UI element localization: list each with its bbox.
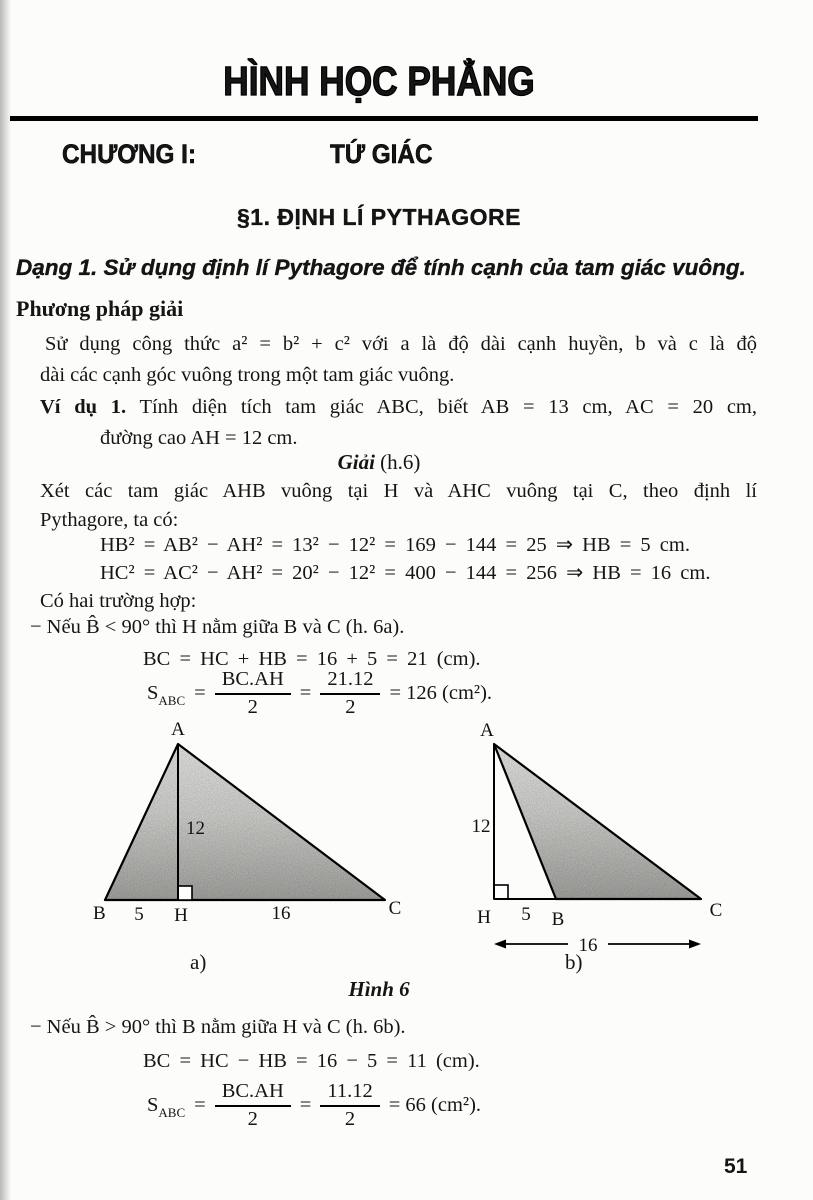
fraction-values <box>320 1080 379 1131</box>
example-text: Tính diện tích tam giác ABC, biết AB = 13 cm, AC = 20 cm, <box>139 396 757 418</box>
fraction-denominator: 2 <box>247 695 258 718</box>
page-number: 51 <box>724 1155 748 1178</box>
solution-heading-word: Giải <box>337 450 375 474</box>
fraction-denominator: 2 <box>345 695 356 718</box>
fraction-bar <box>215 1105 291 1107</box>
example-line1 <box>40 393 757 421</box>
vertex-label-a: A <box>480 722 494 741</box>
case-a-condition: − Nếu B̂ < 90° thì H nằm giữa B và C (h. 6a). <box>30 616 405 638</box>
example-label: Ví dụ 1. <box>40 396 127 418</box>
right-angle-mark <box>494 885 508 899</box>
arrowhead-right <box>689 940 701 949</box>
solution-heading-ref: (h.6) <box>380 450 421 474</box>
fraction-numerator: BC.AH <box>221 668 284 690</box>
method-paragraph-line1: Sử dụng công thức a² = b² + c² với a là độ dài cạnh huyền, b và c là độ <box>45 333 757 355</box>
equals-sign: = <box>299 682 312 705</box>
case-b-condition: − Nếu B̂ > 90° thì B nằm giữa H và C (h. 6b). <box>30 1016 406 1038</box>
s-subscript: ABC <box>158 1105 186 1121</box>
s-letter: S <box>147 1094 159 1117</box>
s-letter: S <box>147 682 159 705</box>
right-angle-mark <box>178 886 192 900</box>
area-result: = 66 (cm²). <box>388 1094 482 1117</box>
fraction-numerator: BC.AH <box>221 1080 284 1102</box>
equals-sign: = <box>194 1094 206 1117</box>
solution-paragraph-line1: Xét các tam giác AHB vuông tại H và AHC vuông tại C, theo định lí <box>40 480 757 502</box>
cases-intro: Có hai trường hợp: <box>40 590 197 612</box>
length-ah: 12 <box>186 818 205 839</box>
equation-hb: HB² = AB² − AH² = 13² − 12² = 169 − 144 = 25 ⇒ HB = 5 cm. <box>100 534 690 556</box>
scan-edge-shadow <box>0 0 11 1200</box>
s-subscript: ABC <box>158 693 186 709</box>
figure-6b <box>468 722 763 962</box>
equals-sign: = <box>194 682 206 705</box>
s-symbol <box>147 682 186 709</box>
s-symbol <box>147 1094 186 1121</box>
chapter-title: TỨ GIÁC <box>330 139 433 169</box>
length-hc: 16 <box>578 935 598 956</box>
dang-heading: Dạng 1. Sử dụng định lí Pythagore để tính cạnh của tam giác vuông. <box>16 255 746 280</box>
method-paragraph-line2: dài các cạnh góc vuông trong một tam giác vuông. <box>40 364 455 386</box>
vertex-label-a: A <box>171 722 185 740</box>
length-hb: 5 <box>521 904 531 925</box>
equation-hc: HC² = AC² − AH² = 20² − 12² = 400 − 144 = 256 ⇒ HB = 16 cm. <box>100 562 711 584</box>
length-bh: 5 <box>134 904 144 925</box>
title-rule <box>10 116 758 121</box>
page-title: HÌNH HỌC PHẲNG <box>223 58 535 104</box>
case-a-bc-equation: BC = HC + HB = 16 + 5 = 21 (cm). <box>143 648 481 670</box>
example-line2: đường cao AH = 12 cm. <box>100 427 298 449</box>
vertex-label-b: B <box>93 903 106 924</box>
equals-sign: = <box>299 1094 312 1117</box>
section-title: §1. ĐỊNH LÍ PYTHAGORE <box>237 204 521 230</box>
fraction-numerator: 11.12 <box>327 1080 373 1102</box>
area-result: = 126 (cm²). <box>389 682 493 705</box>
length-ah: 12 <box>471 816 491 837</box>
fraction-bar <box>320 1105 379 1107</box>
chapter-label: CHƯƠNG I: <box>62 139 197 169</box>
figure-caption-b: b) <box>565 950 583 974</box>
triangle-grain-texture <box>105 744 385 900</box>
foot-label-h: H <box>174 905 188 926</box>
method-heading: Phương pháp giải <box>16 296 184 321</box>
figure-caption: Hình 6 <box>348 977 410 1001</box>
vertex-label-b: B <box>551 909 565 930</box>
foot-label-h: H <box>477 907 491 928</box>
case-b-area-equation <box>147 1080 481 1131</box>
fraction-denominator: 2 <box>344 1107 356 1130</box>
figure-6a <box>85 722 410 927</box>
fraction-formula <box>215 668 291 719</box>
fraction-bar <box>215 693 291 695</box>
vertex-label-c: C <box>709 900 723 921</box>
fraction-bar <box>320 693 380 695</box>
dimension-arrow-16 <box>494 935 701 956</box>
figure-caption-a: a) <box>190 950 207 974</box>
fraction-formula <box>215 1080 291 1131</box>
vertex-label-c: C <box>388 898 402 919</box>
case-b-bc-equation: BC = HC − HB = 16 − 5 = 11 (cm). <box>143 1050 480 1072</box>
fraction-numerator: 21.12 <box>327 668 374 690</box>
case-a-area-equation <box>147 668 492 719</box>
solution-heading <box>0 448 758 476</box>
fraction-values <box>320 668 380 719</box>
fraction-denominator: 2 <box>247 1107 258 1130</box>
solution-paragraph-line2: Pythagore, ta có: <box>40 509 179 531</box>
length-hc: 16 <box>271 903 291 924</box>
